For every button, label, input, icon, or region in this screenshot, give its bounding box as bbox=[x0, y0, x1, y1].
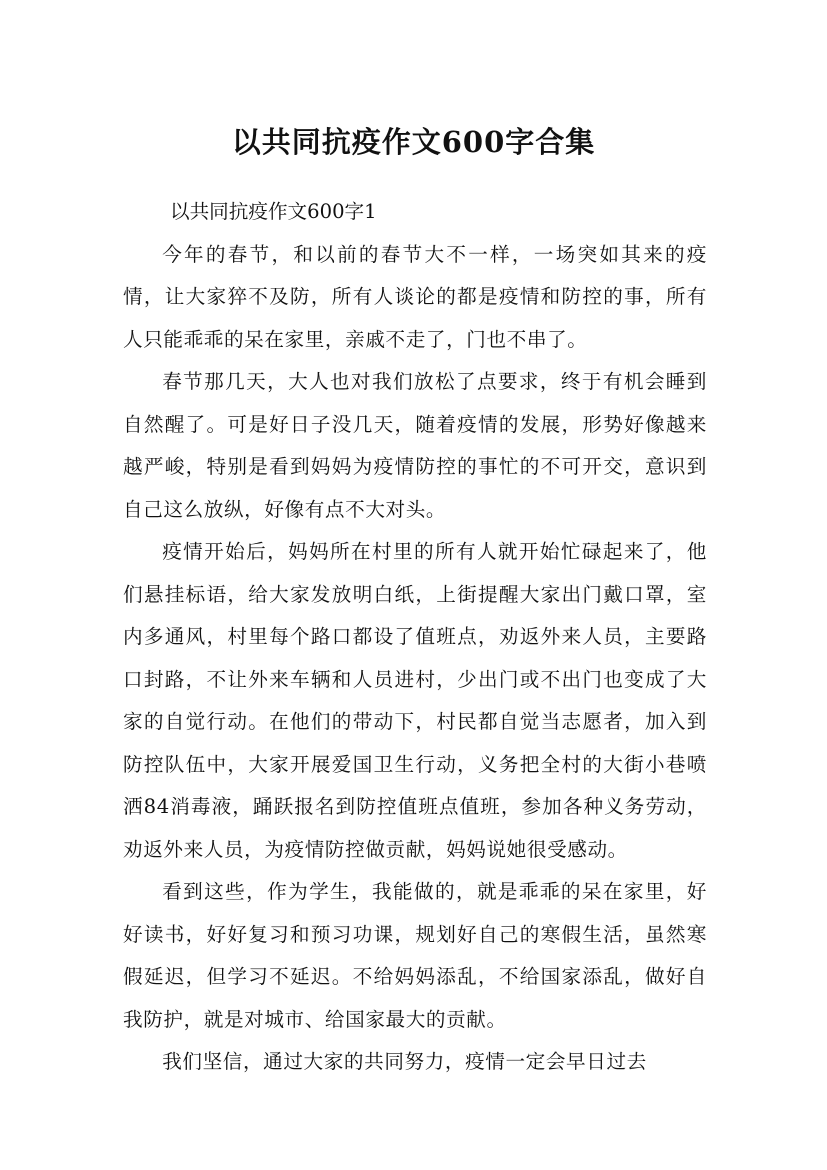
document-title: 以共同抗疫作文600字合集 bbox=[231, 125, 596, 160]
paragraph: 今年的春节，和以前的春节大不一样，一场突如其来的疫情，让大家猝不及防，所有人谈论的都是疫情和防控的事，所有人只能乖乖的呆在家里，亲戚不走了，门也不串了。 bbox=[123, 242, 707, 351]
paragraph: 春节那几天，大人也对我们放松了点要求，终于有机会睡到自然醒了。可是好日子没几天，随着疫情的发展，形势好像越来越严峻，特别是看到妈妈为疫情防控的事忙的不可开交，意识到自己这么放纵，好像有点不大对头。 bbox=[123, 370, 707, 521]
paragraph: 看到这些，作为学生，我能做的，就是乖乖的呆在家里，好好读书，好好复习和预习功课，规划好自己的寒假生活，虽然寒假延迟，但学习不延迟。不给妈妈添乱，不给国家添乱，做好自我防护，就是对城市、给国家最大的贡献。 bbox=[123, 880, 707, 1031]
document-body bbox=[123, 191, 707, 1084]
essay-subtitle: 以共同抗疫作文600字1 bbox=[170, 200, 377, 223]
paragraph: 我们坚信，通过大家的共同努力，疫情一定会早日过去 bbox=[162, 1050, 647, 1073]
paragraph: 疫情开始后，妈妈所在村里的所有人就开始忙碌起来了，他们悬挂标语，给大家发放明白纸，上街提醒大家出门戴口罩，室内多通风，村里每个路口都设了值班点，劝返外来人员，主要路口封路，不让外来车辆和人员进村，少出门或不出门也变成了大家的自觉行动。在他们的带动下，村民都自觉当志愿者，加入到防控队伍中，大家开展爱国卫生行动，义务把全村的大街小巷喷洒84消毒液，踊跃报名到防控值班点值班，参加各种义务劳动，劝返外来人员，为疫情防控做贡献，妈妈说她很受感动。 bbox=[123, 540, 707, 861]
